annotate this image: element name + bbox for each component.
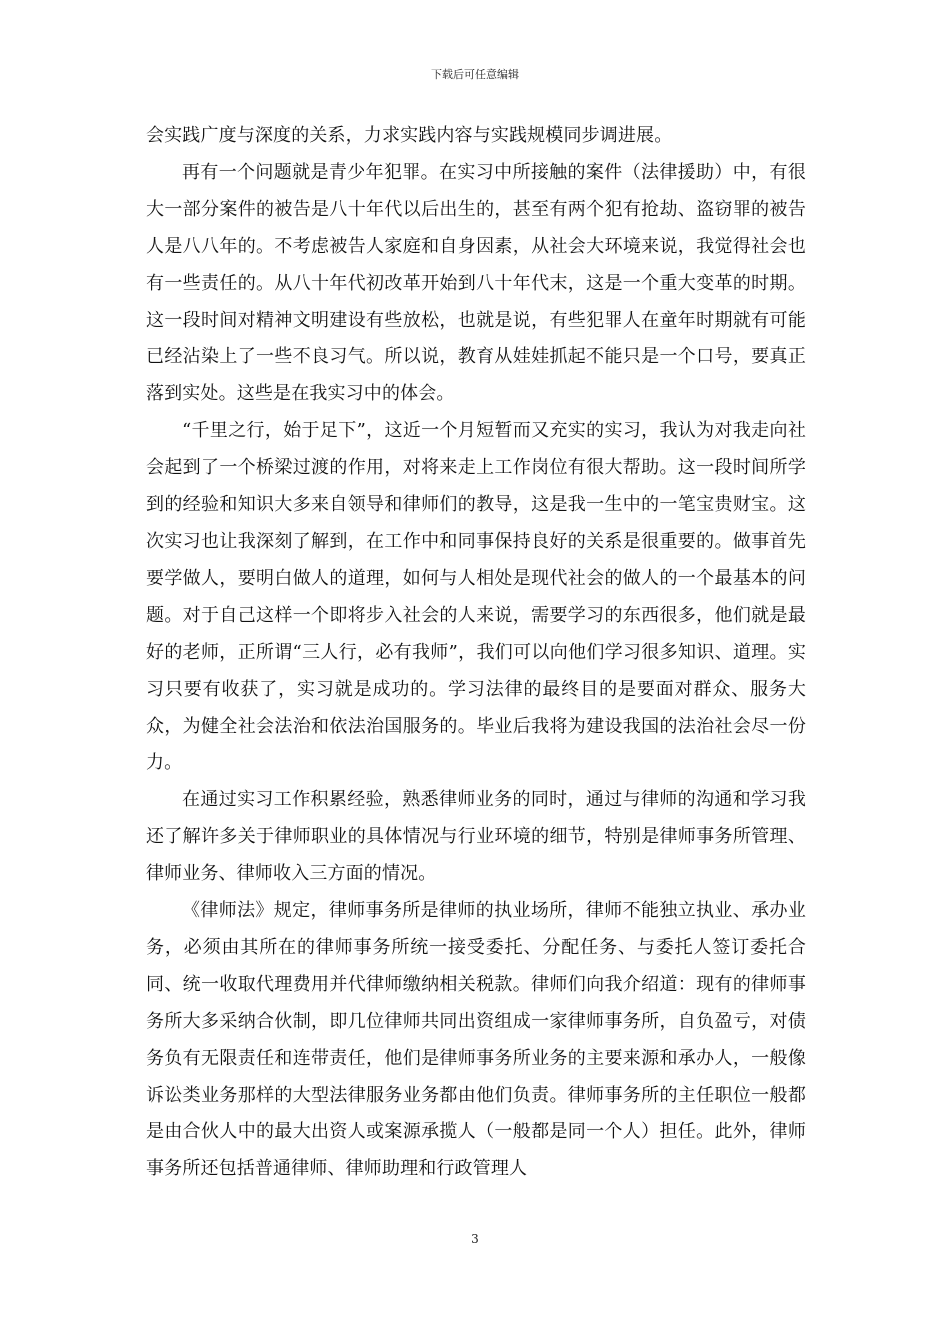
paragraph-4: 在通过实习工作积累经验，熟悉律师业务的同时，通过与律师的沟通和学习我还了解许多关于律师职业的具体情况与行业环境的细节，特别是律师事务所管理、律师业务、律师收入三方面的情况。: [146, 789, 806, 885]
document-body: [146, 118, 806, 1188]
paragraph-3: “千里之行，始于足下”，这近一个月短暂而又充实的实习，我认为对我走向社会起到了一个桥梁过渡的作用，对将来走上工作岗位有很大帮助。这一段时间所学到的经验和知识大多来自领导和律师们的教导，这是我一生中的一笔宝贵财宝。这次实习也让我深刻了解到，在工作中和同事保持良好的关系是很重要的。做事首先要学做人，要明白做人的道理，如何与人相处是现代社会的做人的一个最基本的问题。对于自己这样一个即将步入社会的人来说，需要学习的东西很多，他们就是最好的老师，正所谓“三人行，必有我师”，我们可以向他们学习很多知识、道理。实习只要有收获了，实习就是成功的。学习法律的最终目的是要面对群众、服务大众，为健全社会法治和依法治国服务的。毕业后我将为建设我国的法治社会尽一份力。: [146, 420, 806, 774]
page-header: 下载后可任意编辑: [431, 68, 519, 81]
paragraph-1: 会实践广度与深度的关系，力求实践内容与实践规模同步调进展。: [146, 125, 673, 146]
paragraph-5: 《律师法》规定，律师事务所是律师的执业场所，律师不能独立执业、承办业务，必须由其所在的律师事务所统一接受委托、分配任务、与委托人签订委托合同、统一收取代理费用并代律师缴纳相关税款。律师们向我介绍道：现有的律师事务所大多采纳合伙制，即几位律师共同出资组成一家律师事务所，自负盈亏，对债务负有无限责任和连带责任，他们是律师事务所业务的主要来源和承办人，一般像诉讼类业务那样的大型法律服务业务都由他们负责。律师事务所的主任职位一般都是由合伙人中的最大出资人或案源承揽人（一般都是同一个人）担任。此外，律师事务所还包括普通律师、律师助理和行政管理人: [146, 900, 806, 1180]
paragraph-2: 再有一个问题就是青少年犯罪。在实习中所接触的案件（法律援助）中，有很大一部分案件的被告是八十年代以后出生的，甚至有两个犯有抢劫、盗窃罪的被告人是八八年的。不考虑被告人家庭和自身因素，从社会大环境来说，我觉得社会也有一些责任的。从八十年代初改革开始到八十年代末，这是一个重大变革的时期。这一段时间对精神文明建设有些放松，也就是说，有些犯罪人在童年时期就有可能已经沾染上了一些不良习气。所以说，教育从娃娃抓起不能只是一个口号，要真正落到实处。这些是在我实习中的体会。: [146, 161, 806, 405]
page-number: 3: [471, 1232, 479, 1246]
